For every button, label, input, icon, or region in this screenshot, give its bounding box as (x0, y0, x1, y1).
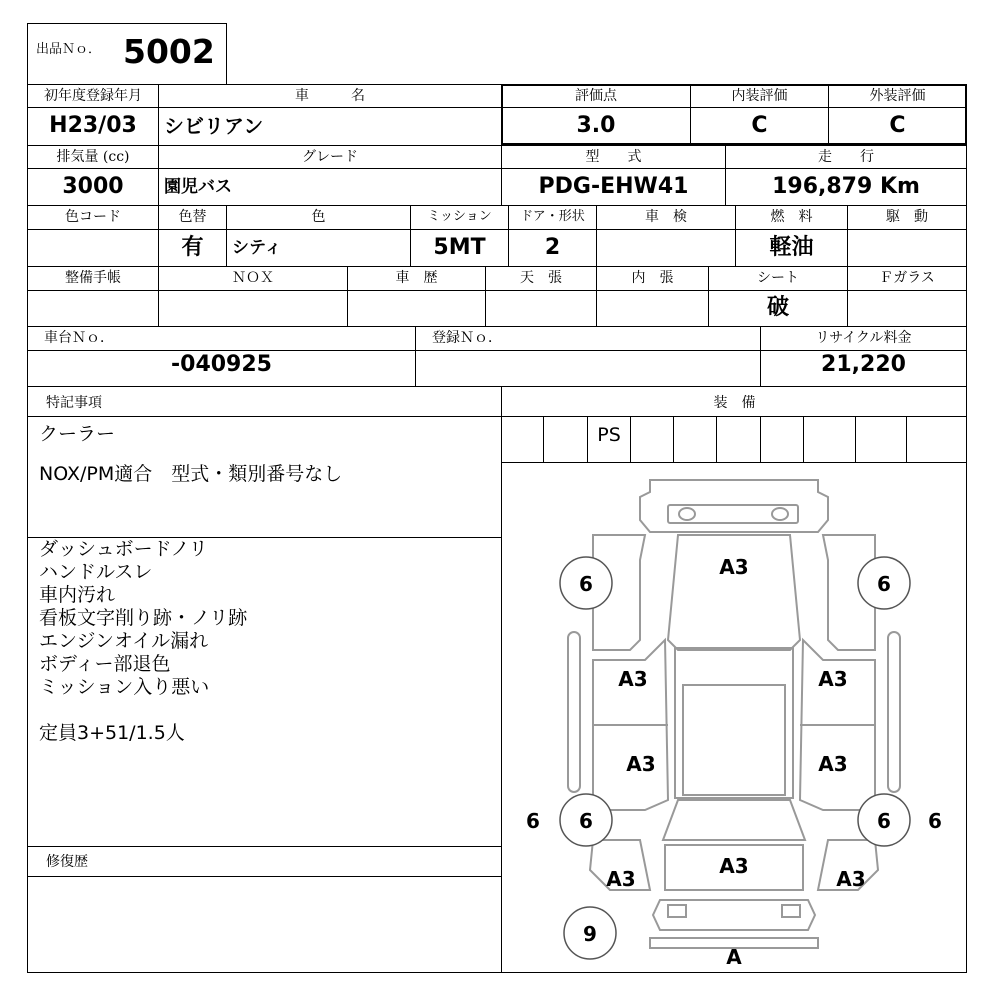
door-value: 2 (544, 235, 561, 260)
car-name-value: シビリアン (164, 114, 264, 138)
equipment-label: 装 備 (713, 395, 756, 411)
grade-label: グレード (302, 149, 358, 165)
fuel-value: 軽油 (769, 235, 814, 260)
chassis-label: 車台Ｎｏ． (44, 330, 114, 346)
mark-rear-right-door: A3 (818, 752, 848, 776)
transmission-value: 5MT (433, 235, 486, 260)
notes-bottom (39, 538, 494, 745)
equip-cell-ps: PS (597, 424, 621, 446)
exterior-value: C (889, 113, 906, 138)
repaint-value: 有 (181, 235, 204, 260)
displacement-label: 排気量 (cc) (56, 149, 130, 165)
notes-label: 特記事項 (46, 395, 102, 411)
color-value: シティ (232, 238, 282, 258)
note-line: NOX/PM適合 型式・類別番号なし (39, 463, 343, 485)
note-line: ハンドルスレ (39, 561, 153, 583)
score-label: 評価点 (575, 88, 617, 104)
nox-label: ＮＯＸ (232, 270, 274, 286)
lot-number: 5002 (123, 32, 215, 71)
manual-label: 整備手帳 (65, 270, 121, 286)
mark-front-left-tire: 6 (579, 572, 593, 596)
lot-label: 出品Ｎｏ． (36, 42, 102, 57)
notes-top (39, 423, 494, 486)
repair-label: 修復歴 (46, 854, 88, 870)
mark-front-right-door: A3 (818, 667, 848, 691)
recycle-value: 21,220 (821, 352, 906, 377)
score-value: 3.0 (576, 113, 616, 138)
chassis-value: -040925 (171, 352, 272, 377)
ceiling-label: 天 張 (520, 270, 562, 286)
door-label: ドア・形状 (520, 209, 585, 224)
note-line: 看板文字削り跡・ノリ跡 (39, 607, 248, 629)
color-label: 色 (311, 209, 326, 225)
interior-value: C (751, 113, 768, 138)
transmission-label: ミッション (427, 209, 492, 224)
mileage-value: 196,879 Km (772, 174, 920, 199)
note-line (39, 699, 494, 722)
inspection-label: 車 検 (645, 209, 687, 225)
mark-rear-bumper: A (726, 945, 742, 969)
note-line: ミッション入り悪い (39, 676, 210, 698)
seat-label: シート (757, 270, 799, 286)
mark-rear-right-tire: 6 (877, 809, 891, 833)
note-line: クーラー (39, 423, 116, 445)
mark-rear-panel: A3 (719, 854, 749, 878)
exterior-label: 外装評価 (869, 88, 926, 104)
inner-label: 内 張 (631, 270, 674, 286)
car-name-label: 車 名 (295, 88, 365, 104)
seat-value: 破 (766, 295, 789, 320)
drive-label: 駆 動 (886, 209, 928, 225)
history-label: 車 歴 (395, 270, 438, 286)
glass-label: Ｆガラス (879, 270, 935, 286)
mark-rear-right-outer: 6 (928, 809, 942, 833)
note-line: ボディー部退色 (39, 653, 171, 675)
mark-rear-right-corner: A3 (836, 867, 866, 891)
mark-roof: A3 (719, 555, 749, 579)
mark-spare-tire: 9 (583, 922, 597, 946)
mileage-label: 走 行 (818, 149, 874, 165)
mark-rear-left-corner: A3 (606, 867, 636, 891)
note-line: 車内汚れ (39, 584, 116, 606)
note-line: ダッシュボードノリ (39, 538, 208, 560)
model-value: PDG-EHW41 (538, 174, 689, 199)
repaint-label: 色替 (178, 209, 207, 225)
registration-label: 登録Ｎｏ． (432, 330, 502, 346)
model-label: 型 式 (585, 149, 642, 165)
recycle-label: リサイクル料金 (815, 330, 912, 346)
note-line: エンジンオイル漏れ (39, 630, 209, 652)
mark-rear-left-outer: 6 (526, 809, 540, 833)
fuel-label: 燃 料 (770, 209, 813, 225)
reg-year-label: 初年度登録年月 (44, 88, 142, 104)
displacement-value: 3000 (62, 174, 124, 199)
car-diagram (502, 463, 966, 972)
reg-year-value: H23/03 (49, 113, 137, 138)
lot-box (27, 23, 227, 85)
interior-label: 内装評価 (731, 88, 788, 104)
color-code-label: 色コード (65, 209, 121, 225)
note-line: 定員3+51/1.5人 (39, 722, 185, 744)
mark-front-left-door: A3 (618, 667, 648, 691)
mark-front-right-tire: 6 (877, 572, 891, 596)
mark-rear-left-door: A3 (626, 752, 656, 776)
mark-rear-left-tire: 6 (579, 809, 593, 833)
grade-value: 園児バス (164, 177, 232, 197)
